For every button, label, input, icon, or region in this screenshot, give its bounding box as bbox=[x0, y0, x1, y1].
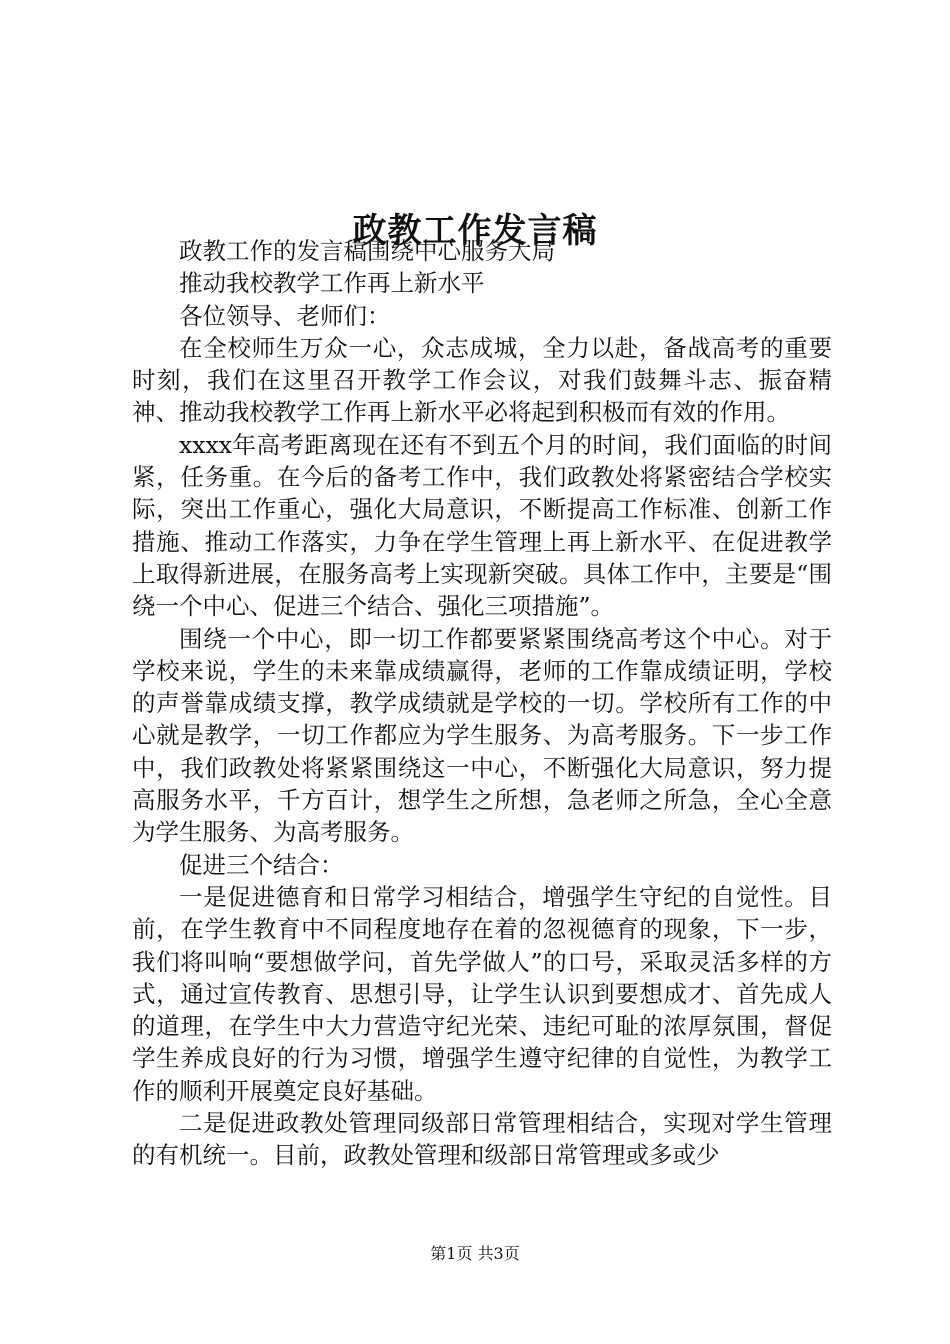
paragraph: 各位领导、老师们： bbox=[179, 301, 391, 330]
paragraph: xxxx年高考距离现在还有不到五个月的时间，我们面临的时间紧，任务重。在今后的备考工作中，我们政教处将紧密结合学校实际，突出工作重心，强化大局意识，不断提高工作标准、创新工作措施、推动工作落实，力争在学生管理上再上新水平、在促进教学上取得新进展，在服务高考上实现新突破。具体工作中，主要是“围绕一个中心、促进三个结合、强化三项措施”。 bbox=[132, 430, 832, 621]
paragraph: 围绕一个中心，即一切工作都要紧紧围绕高考这个中心。对于学校来说，学生的未来靠成绩赢得，老师的工作靠成绩证明，学校的声誉靠成绩支撑，教学成绩就是学校的一切。学校所有工作的中心就是教学，一切工作都应为学生服务、为高考服务。下一步工作中，我们政教处将紧紧围绕这一中心，不断强化大局意识，努力提高服务水平，千方百计，想学生之所想，急老师之所急，全心全意为学生服务、为高考服务。 bbox=[132, 624, 832, 847]
page-number-footer: 第1页 共3页 bbox=[430, 1244, 520, 1263]
document-title: 政教工作发言稿 bbox=[352, 210, 598, 251]
paragraph: 在全校师生万众一心，众志成城，全力以赴，备战高考的重要时刻，我们在这里召开教学工作会议，对我们鼓舞斗志、振奋精神、推动我校教学工作再上新水平必将起到积极而有效的作用。 bbox=[132, 333, 832, 427]
paragraph: 一是促进德育和日常学习相结合，增强学生守纪的自觉性。目前，在学生教育中不同程度地存在着的忽视德育的现象，下一步，我们将叫响“要想做学问，首先学做人”的口号，采取灵活多样的方式，通过宣传教育、思想引导，让学生认识到要想成才、首先成人的道理，在学生中大力营造守纪光荣、违纪可耻的浓厚氛围，督促学生养成良好的行为习惯，增强学生遵守纪律的自觉性，为教学工作的顺利开展奠定良好基础。 bbox=[132, 882, 832, 1105]
paragraph: 二是促进政教处管理同级部日常管理相结合，实现对学生管理的有机统一。目前，政教处管理和级部日常管理或多或少 bbox=[132, 1109, 832, 1170]
paragraph: 推动我校教学工作再上新水平 bbox=[179, 269, 485, 298]
paragraph: 促进三个结合： bbox=[179, 850, 344, 879]
paragraph: 政教工作的发言稿围绕中心服务大局 bbox=[179, 237, 555, 265]
document-body bbox=[132, 235, 832, 1172]
